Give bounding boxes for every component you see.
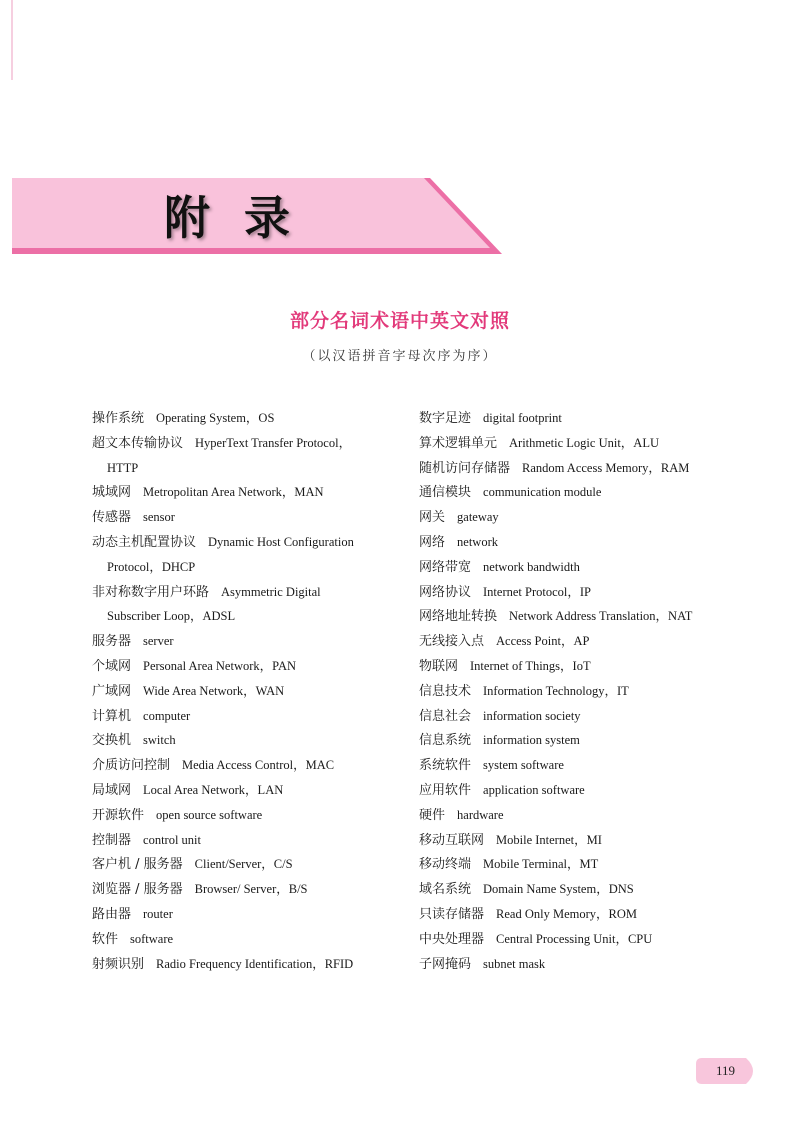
term-chinese: 系统软件 [419,758,472,774]
glossary-entry [419,778,729,803]
term-chinese: 城域网 [92,485,132,501]
glossary-entry [92,902,402,927]
term-chinese: 非对称数字用户环路 [92,584,210,600]
term-chinese: 控制器 [92,832,132,848]
term-chinese: 广域网 [92,683,132,699]
term-english: software [130,931,174,946]
glossary-entry [92,778,402,803]
page-number: 119 [716,1063,736,1078]
glossary-entry [92,803,402,828]
term-english: Local Area Network，LAN [143,782,284,797]
term-chinese: 交换机 [92,733,132,749]
term-chinese: 通信模块 [419,485,472,501]
glossary-entry [419,852,729,877]
glossary-entry [92,629,402,654]
term-english: server [143,634,174,649]
term-chinese: 网关 [419,510,446,526]
term-english: Random Access Memory，RAM [522,460,690,475]
term-english: Asymmetric Digital [221,584,321,599]
glossary-entry [419,431,729,456]
term-chinese: 超文本传输协议 [92,435,184,451]
term-english: control unit [143,832,201,847]
term-english: Media Access Control，MAC [182,758,335,773]
glossary-entry [92,952,402,977]
term-chinese: 物联网 [419,658,459,674]
term-chinese: 网络协议 [419,584,472,600]
term-english: switch [143,733,176,748]
term-chinese: 中央处理器 [419,931,485,947]
term-english: information system [483,733,580,748]
term-english: digital footprint [483,411,562,425]
term-english: Access Point，AP [496,634,590,649]
term-english: Protocol，DHCP [107,559,196,574]
term-english: hardware [457,807,504,822]
glossary-entry [92,406,402,431]
term-chinese: 局域网 [92,782,132,798]
term-chinese: 操作系统 [92,411,145,426]
term-english: gateway [457,510,499,525]
term-chinese: 信息技术 [419,683,472,699]
term-english: Client/Server，C/S [194,857,293,872]
glossary-entry [92,679,402,704]
term-english: Operating System，OS [156,411,275,425]
term-chinese: 数字足迹 [419,411,472,426]
term-english: Dynamic Host Configuration [208,534,354,549]
glossary-left-column [92,406,402,976]
term-english: Arithmetic Logic Unit，ALU [509,435,659,450]
term-english: subnet mask [483,956,546,971]
glossary-entry [419,604,729,629]
glossary-entry [92,580,402,605]
glossary-entry [92,927,402,952]
term-chinese: 子网掩码 [419,956,472,972]
term-english: system software [483,758,564,773]
term-chinese: 介质访问控制 [92,758,171,774]
glossary-entry [92,728,402,753]
glossary-entry [419,505,729,530]
glossary-entry [92,704,402,729]
term-chinese: 计算机 [92,708,132,724]
glossary-entry [419,654,729,679]
appendix-title: 附录 [164,191,324,245]
term-english: Metropolitan Area Network，MAN [143,485,324,500]
term-chinese: 服务器 [92,634,132,650]
term-chinese: 开源软件 [92,807,145,823]
term-english: Wide Area Network，WAN [143,683,285,698]
glossary-entry [419,406,729,431]
term-chinese: 网络带宽 [419,559,472,575]
glossary-entry [92,431,402,456]
glossary-entry [419,456,729,481]
glossary-entry [419,927,729,952]
term-chinese: 信息系统 [419,733,472,749]
term-chinese: 浏览器 / 服务器 [92,882,183,898]
term-english: information society [483,708,581,723]
term-english: sensor [143,510,175,525]
term-chinese: 硬件 [419,807,446,823]
term-english: router [143,906,173,921]
glossary-entry [419,728,729,753]
term-english: HyperText Transfer Protocol， [195,435,352,450]
term-english: open source software [156,807,263,822]
term-chinese: 应用软件 [419,782,472,798]
term-chinese: 个域网 [92,658,132,674]
term-english: Mobile Terminal，MT [483,857,599,872]
term-english: communication module [483,485,602,500]
glossary-entry [419,952,729,977]
glossary-entry [92,828,402,853]
term-english: Internet Protocol，IP [483,584,591,599]
term-chinese: 移动终端 [419,857,472,873]
term-english: application software [483,782,585,797]
glossary-entry [419,480,729,505]
glossary-entry [92,753,402,778]
glossary-entry [92,530,402,555]
term-english: network [457,534,498,549]
term-chinese: 传感器 [92,510,132,526]
term-chinese: 网络地址转换 [419,609,498,625]
term-english: Network Address Translation，NAT [509,609,693,624]
glossary-entry [92,604,402,629]
term-english: Information Technology，IT [483,683,629,698]
term-chinese: 无线接入点 [419,634,485,650]
term-chinese: 网络 [419,534,446,550]
glossary-entry [92,480,402,505]
glossary-entry [419,530,729,555]
appendix-banner [12,178,502,254]
glossary-entry [419,803,729,828]
glossary-entry [419,877,729,902]
term-chinese: 域名系统 [419,882,472,898]
margin-line [11,0,13,80]
term-english: computer [143,708,191,723]
term-english: Radio Frequency Identification，RFID [156,956,354,971]
term-english: Browser/ Server，B/S [194,882,308,897]
glossary-entry [92,852,402,877]
term-english: Central Processing Unit，CPU [496,931,653,946]
glossary-entry [419,629,729,654]
glossary-entry [92,654,402,679]
term-chinese: 移动互联网 [419,832,485,848]
section-subtitle: （以汉语拼音字母次序为序） [302,349,498,364]
glossary-entry [419,753,729,778]
term-chinese: 路由器 [92,906,132,922]
glossary-right-column [419,406,729,976]
term-chinese: 随机访问存储器 [419,460,511,476]
term-english: HTTP [107,460,139,475]
section-title: 部分名词术语中英文对照 [289,310,510,332]
term-english: Subscriber Loop，ADSL [107,609,236,624]
term-chinese: 动态主机配置协议 [92,534,197,550]
glossary-entry [92,456,402,481]
term-english: Domain Name System，DNS [483,882,634,897]
term-chinese: 客户机 / 服务器 [92,857,183,873]
term-english: Read Only Memory，ROM [496,906,637,921]
term-chinese: 算术逻辑单元 [419,435,498,451]
glossary-entry [419,828,729,853]
term-english: Internet of Things，IoT [470,658,591,673]
glossary-entry [92,877,402,902]
glossary-entry [419,555,729,580]
term-chinese: 软件 [92,931,119,947]
glossary-entry [419,679,729,704]
glossary-entry [92,555,402,580]
term-chinese: 射频识别 [92,956,145,972]
glossary-entry [419,902,729,927]
term-chinese: 信息社会 [419,708,472,724]
glossary-entry [419,580,729,605]
glossary-entry [92,505,402,530]
term-english: Mobile Internet，MI [496,832,602,847]
term-english: network bandwidth [483,559,580,574]
glossary-entry [419,704,729,729]
term-chinese: 只读存储器 [419,906,485,922]
term-english: Personal Area Network，PAN [143,658,297,673]
